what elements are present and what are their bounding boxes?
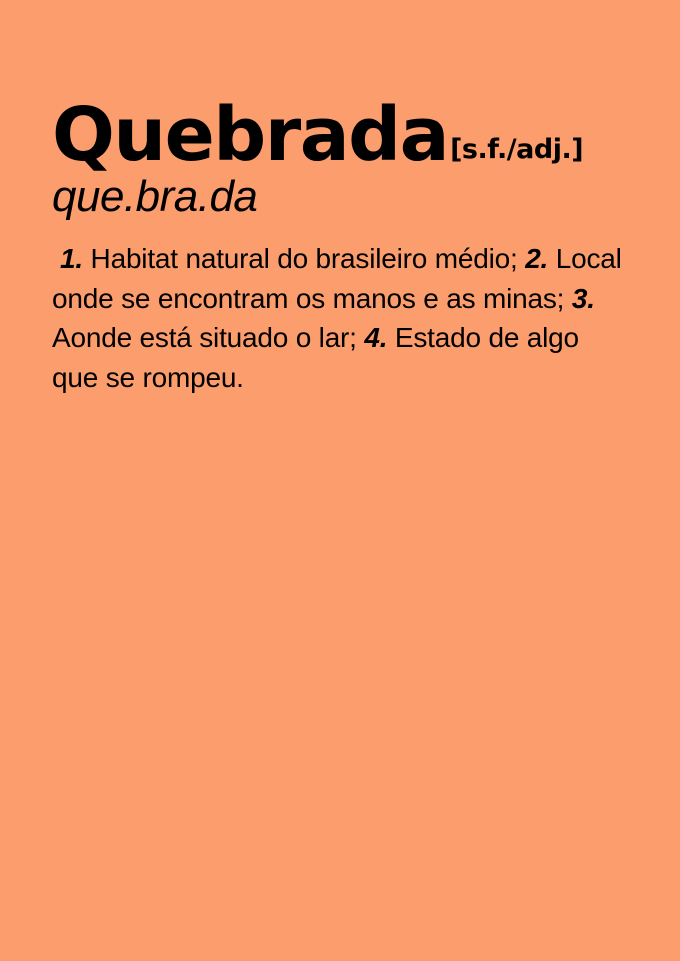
headword-line (52, 92, 632, 178)
sense-text-3: Aonde está situado o lar; (52, 322, 357, 354)
sense-number-1: 1. (60, 242, 83, 274)
sense-number-4: 4. (364, 322, 388, 354)
sense-list (52, 239, 628, 398)
sense-number-2: 2. (525, 242, 549, 274)
dictionary-entry (52, 92, 632, 398)
headword: Quebrada (52, 92, 449, 178)
sense-text-2: Local onde se encontram os manos e as minas; (52, 242, 622, 314)
sense-number-3: 3. (571, 282, 595, 314)
sense-text-1: Habitat natural do brasileiro médio; (90, 242, 518, 274)
sense-text-4: Estado de algo que se rompeu. (52, 322, 579, 394)
syllabification: que.bra.da (52, 172, 258, 222)
grammar-label: [s.f./adj.] (450, 134, 584, 165)
